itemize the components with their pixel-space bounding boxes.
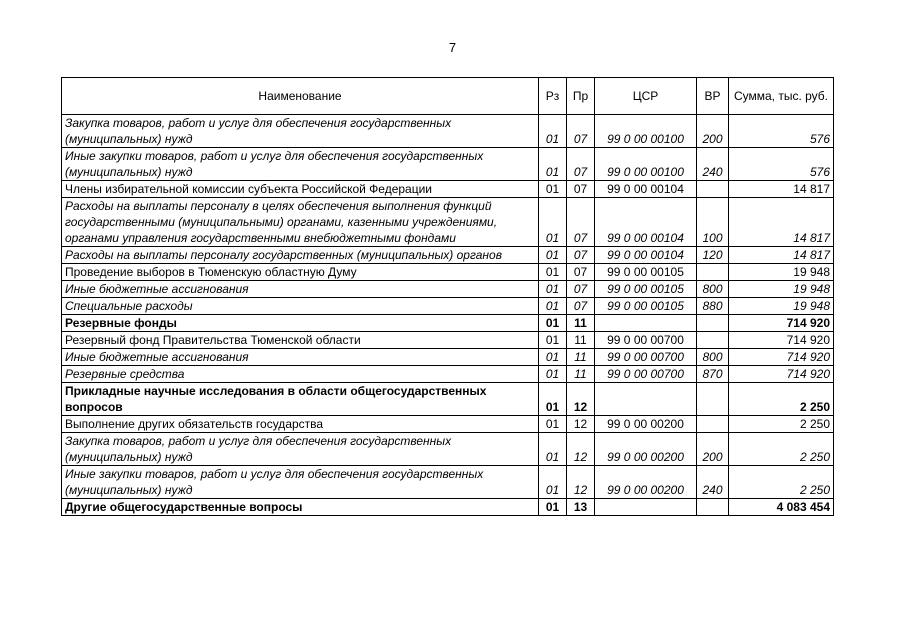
- cell-rz: 01: [539, 281, 567, 298]
- cell-csr: [595, 315, 697, 332]
- cell-pr: 07: [567, 281, 595, 298]
- cell-csr: [595, 499, 697, 516]
- cell-sum: 14 817: [729, 181, 834, 198]
- table-row: [62, 416, 834, 433]
- table-row: [62, 366, 834, 383]
- cell-name: Иные закупки товаров, работ и услуг для обеспечения государственных (муниципальных) нужд: [62, 466, 539, 499]
- cell-rz: 01: [539, 198, 567, 247]
- cell-vr: [697, 499, 729, 516]
- table-row: [62, 115, 834, 148]
- cell-csr: 99 0 00 00200: [595, 466, 697, 499]
- cell-csr: 99 0 00 00105: [595, 281, 697, 298]
- cell-rz: 01: [539, 115, 567, 148]
- cell-csr: 99 0 00 00200: [595, 416, 697, 433]
- cell-sum: 4 083 454: [729, 499, 834, 516]
- cell-sum: 19 948: [729, 281, 834, 298]
- cell-name: Другие общегосударственные вопросы: [62, 499, 539, 516]
- table-row: [62, 247, 834, 264]
- cell-sum: 2 250: [729, 466, 834, 499]
- cell-name: Выполнение других обязательств государства: [62, 416, 539, 433]
- cell-rz: 01: [539, 466, 567, 499]
- cell-sum: 576: [729, 115, 834, 148]
- cell-vr: 200: [697, 433, 729, 466]
- cell-pr: 11: [567, 332, 595, 349]
- cell-name: Иные бюджетные ассигнования: [62, 349, 539, 366]
- table-row: [62, 264, 834, 281]
- cell-sum: 714 920: [729, 332, 834, 349]
- cell-sum: 19 948: [729, 298, 834, 315]
- cell-sum: 2 250: [729, 416, 834, 433]
- cell-name: Закупка товаров, работ и услуг для обеспечения государственных (муниципальных) нужд: [62, 115, 539, 148]
- cell-rz: 01: [539, 247, 567, 264]
- cell-rz: 01: [539, 181, 567, 198]
- cell-rz: 01: [539, 416, 567, 433]
- cell-rz: 01: [539, 349, 567, 366]
- table-row: [62, 383, 834, 416]
- cell-pr: 12: [567, 416, 595, 433]
- cell-vr: 800: [697, 281, 729, 298]
- cell-rz: 01: [539, 315, 567, 332]
- cell-pr: 07: [567, 264, 595, 281]
- cell-csr: 99 0 00 00100: [595, 148, 697, 181]
- cell-csr: [595, 383, 697, 416]
- cell-pr: 12: [567, 466, 595, 499]
- table-row: [62, 433, 834, 466]
- cell-pr: 07: [567, 115, 595, 148]
- header-csr: ЦСР: [595, 78, 697, 115]
- cell-name: Закупка товаров, работ и услуг для обеспечения государственных (муниципальных) нужд: [62, 433, 539, 466]
- cell-sum: 714 920: [729, 349, 834, 366]
- cell-csr: 99 0 00 00105: [595, 298, 697, 315]
- header-rz: Рз: [539, 78, 567, 115]
- cell-pr: 11: [567, 349, 595, 366]
- cell-csr: 99 0 00 00104: [595, 181, 697, 198]
- cell-csr: 99 0 00 00105: [595, 264, 697, 281]
- table-row: [62, 198, 834, 247]
- cell-pr: 13: [567, 499, 595, 516]
- header-pr: Пр: [567, 78, 595, 115]
- cell-vr: [697, 181, 729, 198]
- table-body: [62, 115, 834, 516]
- page-number: 7: [448, 40, 457, 55]
- header-name: Наименование: [62, 78, 539, 115]
- cell-pr: 07: [567, 181, 595, 198]
- cell-rz: 01: [539, 264, 567, 281]
- header-vr: ВР: [697, 78, 729, 115]
- cell-name: Иные бюджетные ассигнования: [62, 281, 539, 298]
- cell-name: Специальные расходы: [62, 298, 539, 315]
- cell-rz: 01: [539, 433, 567, 466]
- cell-sum: 14 817: [729, 198, 834, 247]
- cell-vr: 800: [697, 349, 729, 366]
- cell-csr: 99 0 00 00700: [595, 349, 697, 366]
- table-row: [62, 349, 834, 366]
- cell-rz: 01: [539, 148, 567, 181]
- cell-name: Расходы на выплаты персоналу в целях обеспечения выполнения функций государственными (муниципальными) органами, казенными учреждениями, органами управления государственными внебюджетными фондами: [62, 198, 539, 247]
- cell-pr: 12: [567, 433, 595, 466]
- cell-name: Резервные фонды: [62, 315, 539, 332]
- cell-name: Расходы на выплаты персоналу государственных (муниципальных) органов: [62, 247, 539, 264]
- table-row: [62, 298, 834, 315]
- cell-name: Члены избирательной комиссии субъекта Российской Федерации: [62, 181, 539, 198]
- cell-vr: [697, 383, 729, 416]
- cell-pr: 07: [567, 198, 595, 247]
- cell-name: Резервный фонд Правительства Тюменской области: [62, 332, 539, 349]
- table-row: [62, 466, 834, 499]
- cell-vr: 880: [697, 298, 729, 315]
- cell-rz: 01: [539, 366, 567, 383]
- cell-sum: 19 948: [729, 264, 834, 281]
- cell-name: Проведение выборов в Тюменскую областную Думу: [62, 264, 539, 281]
- cell-vr: [697, 416, 729, 433]
- cell-sum: 14 817: [729, 247, 834, 264]
- cell-pr: 11: [567, 315, 595, 332]
- cell-name: Иные закупки товаров, работ и услуг для обеспечения государственных (муниципальных) нужд: [62, 148, 539, 181]
- cell-sum: 2 250: [729, 433, 834, 466]
- table-row: [62, 281, 834, 298]
- cell-rz: 01: [539, 383, 567, 416]
- cell-sum: 2 250: [729, 383, 834, 416]
- cell-vr: [697, 264, 729, 281]
- cell-csr: 99 0 00 00200: [595, 433, 697, 466]
- cell-name: Прикладные научные исследования в области общегосударственных вопросов: [62, 383, 539, 416]
- table-row: [62, 499, 834, 516]
- cell-sum: 576: [729, 148, 834, 181]
- cell-csr: 99 0 00 00700: [595, 332, 697, 349]
- cell-vr: [697, 332, 729, 349]
- cell-csr: 99 0 00 00104: [595, 247, 697, 264]
- table-header: [62, 78, 834, 115]
- table-row: [62, 181, 834, 198]
- cell-csr: 99 0 00 00700: [595, 366, 697, 383]
- cell-sum: 714 920: [729, 315, 834, 332]
- cell-rz: 01: [539, 298, 567, 315]
- cell-vr: [697, 315, 729, 332]
- header-sum: Сумма, тыс. руб.: [729, 78, 834, 115]
- cell-rz: 01: [539, 332, 567, 349]
- table-row: [62, 315, 834, 332]
- cell-vr: 120: [697, 247, 729, 264]
- table-row: [62, 332, 834, 349]
- cell-pr: 07: [567, 247, 595, 264]
- header-row: [62, 78, 834, 115]
- cell-vr: 870: [697, 366, 729, 383]
- cell-csr: 99 0 00 00100: [595, 115, 697, 148]
- cell-vr: 100: [697, 198, 729, 247]
- cell-sum: 714 920: [729, 366, 834, 383]
- cell-name: Резервные средства: [62, 366, 539, 383]
- cell-pr: 11: [567, 366, 595, 383]
- cell-rz: 01: [539, 499, 567, 516]
- cell-vr: 240: [697, 466, 729, 499]
- table-row: [62, 148, 834, 181]
- cell-vr: 240: [697, 148, 729, 181]
- budget-table: [61, 77, 834, 516]
- cell-csr: 99 0 00 00104: [595, 198, 697, 247]
- cell-vr: 200: [697, 115, 729, 148]
- cell-pr: 07: [567, 298, 595, 315]
- cell-pr: 12: [567, 383, 595, 416]
- cell-pr: 07: [567, 148, 595, 181]
